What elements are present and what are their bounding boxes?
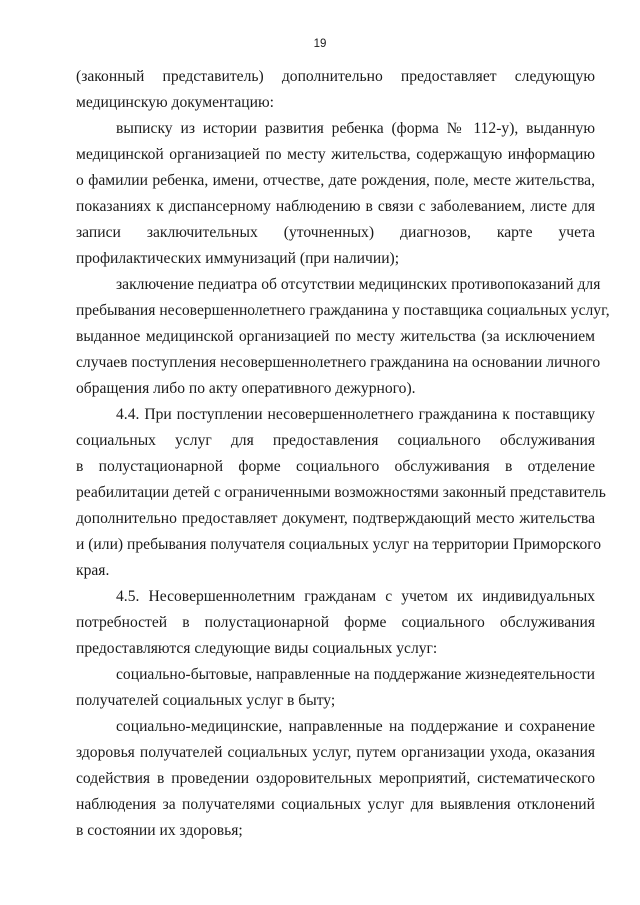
text-line: социально-медицинские, направленные на поддержание и сохранение — [116, 718, 595, 735]
document-body — [76, 64, 610, 844]
text-line: медицинской организацией по месту жительства, содержащую информацию — [76, 146, 595, 163]
text-line: здоровья получателей социальных услуг, путем организации ухода, оказания — [76, 744, 595, 761]
page-number: 19 — [313, 38, 327, 50]
text-line: обращения либо по акту оперативного дежурного). — [76, 380, 416, 397]
text-line: случаев поступления несовершеннолетнего гражданина на основании личного — [76, 354, 601, 371]
text-line: предоставляются следующие виды социальных услуг: — [76, 640, 438, 657]
text-line: наблюдения за получателями социальных услуг для выявления отклонений — [76, 796, 595, 813]
text-line: 4.5. Несовершеннолетним гражданам с учетом их индивидуальных — [116, 588, 595, 605]
text-line: (законный представитель) дополнительно предоставляет следующую — [76, 68, 595, 85]
text-line: 4.4. При поступлении несовершеннолетнего гражданина к поставщику — [116, 406, 595, 423]
text-line: содействия в проведении оздоровительных мероприятий, систематического — [76, 770, 595, 787]
text-line: показаниях к диспансерному наблюдению в связи с заболеванием, листе для — [76, 198, 595, 215]
text-line: края. — [76, 562, 110, 579]
text-line: социально-бытовые, направленные на поддержание жизнедеятельности — [116, 666, 595, 683]
text-line: в полустационарной форме социального обслуживания в отделение — [76, 458, 595, 475]
text-line: потребностей в полустационарной форме социального обслуживания — [76, 614, 595, 631]
text-line: медицинскую документацию: — [76, 94, 274, 111]
text-line: записи заключительных (уточненных) диагнозов, карте учета — [76, 224, 595, 241]
text-line: выписку из истории развития ребенка (форма № 112-у), выданную — [116, 120, 595, 137]
text-line: и (или) пребывания получателя социальных услуг на территории Приморского — [76, 536, 602, 553]
text-line: о фамилии ребенка, имени, отчестве, дате рождения, поле, месте жительства, — [76, 172, 595, 189]
text-line: в состоянии их здоровья; — [76, 822, 243, 839]
text-line: выданное медицинской организацией по месту жительства (за исключением — [76, 328, 595, 345]
text-line: заключение педиатра об отсутствии медицинских противопоказаний для — [116, 276, 601, 293]
text-line: реабилитации детей с ограниченными возможностями законный представитель — [76, 484, 606, 501]
text-line: пребывания несовершеннолетнего гражданина у поставщика социальных услуг, — [76, 302, 610, 319]
text-line: дополнительно предоставляет документ, подтверждающий место жительства — [76, 510, 595, 527]
text-line: социальных услуг для предоставления социального обслуживания — [76, 432, 595, 449]
text-line: профилактических иммунизаций (при наличии); — [76, 250, 400, 267]
text-line: получателей социальных услуг в быту; — [76, 692, 336, 709]
